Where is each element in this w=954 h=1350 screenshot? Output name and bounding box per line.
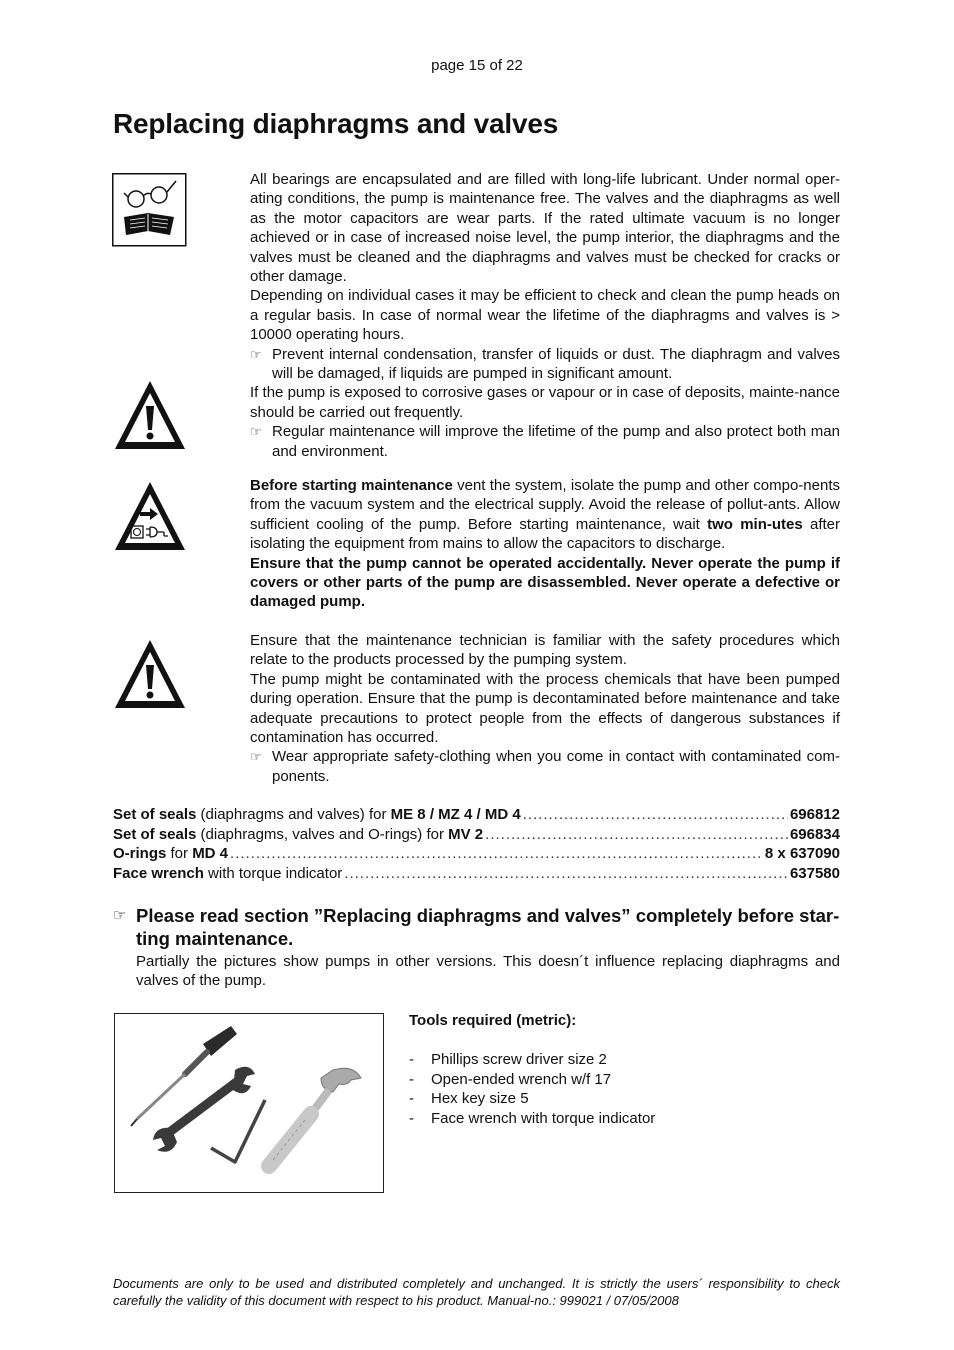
note-text: Partially the pictures show pumps in other versions. This doesn´t influence replacing diaphragms and valves of the pump.: [136, 953, 840, 990]
screwdriver-icon: [131, 1026, 237, 1126]
parts-row: Set of seals (diaphragms, valves and O-rings) for MV 2 ..... 696834: [113, 825, 840, 845]
read-section-note: [113, 904, 840, 991]
disconnect-power-icon: [112, 479, 188, 558]
list-item: ☞ Wear appropriate safety-clothing when you come in contact with contaminated com-ponents.: [250, 748, 840, 785]
section-intro: [250, 170, 840, 461]
paragraph: Ensure that the maintenance technician is familiar with the safety procedures which relate to the products processed by the pumping system.: [250, 632, 840, 669]
hex-key-icon: [211, 1100, 265, 1162]
read-manual-icon: [112, 173, 187, 252]
part-number: 696834: [789, 825, 840, 843]
list-item: - Phillips screw driver size 2: [409, 1050, 655, 1070]
pointing-hand-icon: ☞: [250, 424, 262, 440]
tools-required: [409, 1011, 655, 1128]
pointing-hand-icon: ☞: [250, 346, 262, 362]
tools-image: [114, 1013, 384, 1193]
face-wrench-icon: [269, 1068, 361, 1166]
warning-text: Ensure that the pump cannot be operated accidentally. Never operate the pump if covers or other parts of the pump are disassembled. Never operate a defective or damaged pump.: [250, 554, 840, 611]
page-number: page 15 of 22: [431, 57, 523, 74]
list-item: - Hex key size 5: [409, 1089, 655, 1109]
paragraph: All bearings are encapsulated and are filled with long-life lubricant. Under normal oper-ating conditions, the pump is maintenance free. The valves and the diaphragms as well as the motor capacitors are wear parts. If the rated ultimate vacuum is no longer achieved or in case of increased noise level, the pump interior, the diaphragms and the valves must be cleaned and the diaphragms and valves must be checked for cracks or other damage.: [250, 171, 840, 286]
section-contamination: [250, 631, 840, 786]
open-ended-wrench-icon: [153, 1067, 255, 1152]
warning-triangle-icon: [112, 378, 188, 457]
list-item: ☞ Regular maintenance will improve the lifetime of the pump and also protect both man and environment.: [250, 423, 840, 460]
pointing-hand-icon: ☞: [113, 907, 127, 924]
warning-triangle-icon: [112, 637, 188, 716]
page-title: Replacing diaphragms and valves: [113, 108, 559, 139]
list-item: - Face wrench with torque indicator: [409, 1109, 655, 1129]
pointing-hand-icon: ☞: [250, 749, 262, 765]
paragraph: The pump might be contaminated with the process chemicals that have been pumped during operation. Ensure that the pump is decontaminated before maintenance and take adequate precautions to protect people from the effects of dangerous substances if contamination has occurred.: [250, 670, 840, 747]
parts-row: Face wrench with torque indicator ..... 637580: [113, 864, 840, 884]
part-number: 637580: [789, 864, 840, 882]
tools-heading: Tools required (metric):: [409, 1012, 577, 1029]
parts-list: [113, 805, 840, 883]
note-heading: Please read section ”Replacing diaphragms and valves” completely before star-ting maintenance.: [136, 905, 840, 949]
footer-disclaimer: Documents are only to be used and distributed completely and unchanged. It is strictly the users´ responsibility to check carefully the validity of this document with respect to his product. Manual-no.: 999021 / 07/05/2008: [113, 1276, 840, 1308]
section-before-maintenance: Before starting maintenance vent the system, isolate the pump and other compo-nents from the vacuum system and the electrical supply. Avoid the release of pollut-ants. Allow sufficient cooling of the pump. Before starting maintenance, wait two min-utes after isolating the equipment from mains to allow the capacitors to discharge. Ensure that the pump cannot be operated accidentally. Never operate the pump if covers or other parts of the pump are disassembled. Never operate a defective or damaged pump.: [250, 477, 840, 611]
parts-row: O-rings for MD 4 ..... 8 x 637090: [113, 844, 840, 864]
paragraph: If the pump is exposed to corrosive gases or vapour or in case of deposits, mainte-nance should be carried out frequently.: [250, 384, 840, 421]
part-number: 8 x 637090: [764, 845, 840, 862]
part-number: 696812: [789, 806, 840, 823]
list-item: ☞ Prevent internal condensation, transfer of liquids or dust. The diaphragm and valves will be damaged, if liquids are pumped in significant amount.: [250, 345, 840, 383]
list-item: - Open-ended wrench w/f 17: [409, 1070, 655, 1090]
paragraph: Depending on individual cases it may be efficient to check and clean the pump heads on a regular basis. In case of normal wear the lifetime of the diaphragms and valves is > 10000 operating hours.: [250, 287, 840, 344]
parts-row: Set of seals (diaphragms and valves) for ME 8 / MZ 4 / MD 4 ..... 696812: [113, 805, 840, 825]
